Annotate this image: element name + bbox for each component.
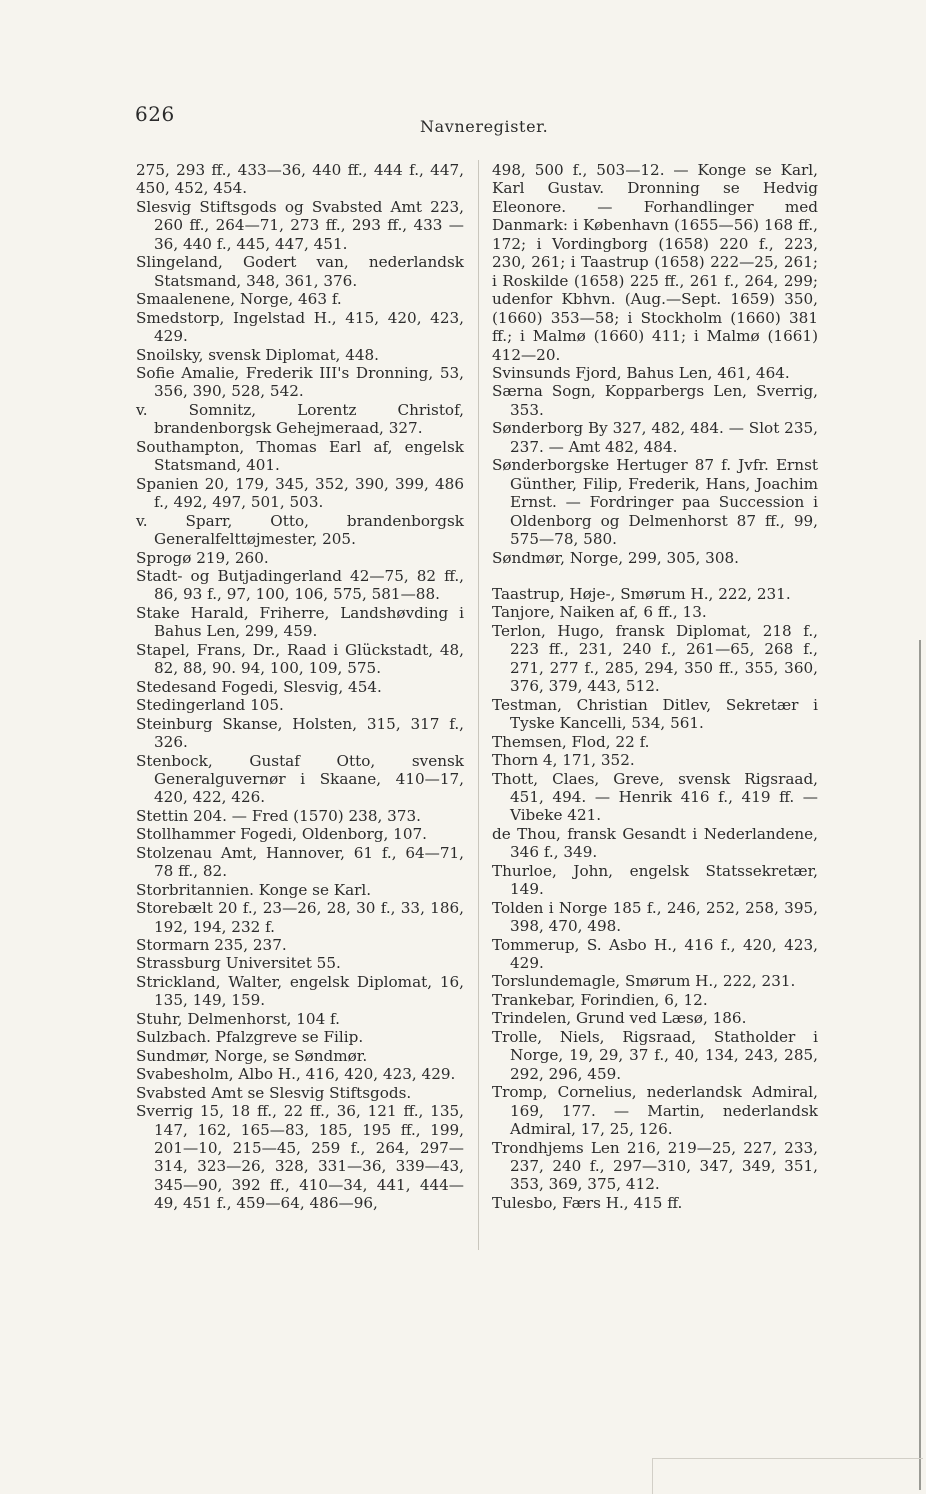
index-entry: 498, 500 f., 503—12. — Konge se Karl, Karl Gustav. Dronning se Hedvig Eleonore. — Forhandlinger med Danmark: i København (1655—56) 168 ff., 172; i Vordingborg (1658) 220 f., 223, 230, 261; i Taastrup (1658) 222—25, 261; i Roskilde (1658) 225 ff., 261 f., 264, 299; udenfor Kbhvn. (Aug.—Sept. 1659) 350, (1660) 353—58; i Stockholm (1660) 381 ff.; i Malmø (1660) 411; i Malmø (1661) 412—20. [492,161,818,364]
index-entry: Strassburg Universitet 55. [136,954,341,973]
index-entry: Stollhammer Fogedi, Oldenborg, 107. [136,825,427,844]
index-entry: Søndmør, Norge, 299, 305, 308. [492,548,740,567]
index-entry: Stormarn 235, 237. [136,936,287,955]
index-entry: Stedingerland 105. [136,696,284,715]
index-entry: Tanjore, Naiken af, 6 ff., 13. [492,603,707,622]
index-entry: Stolzenau Amt, Hannover, 61 f., 64—71, 78 ff., 82. [136,843,464,881]
index-entry: Tulesbo, Færs H., 415 ff. [492,1193,683,1212]
index-entry: Smaalenene, Norge, 463 f. [136,290,342,309]
index-entry: v. Somnitz, Lorentz Christof, brandenborgsk Gehejmeraad, 327. [136,400,464,438]
index-entry: Stettin 204. — Fred (1570) 238, 373. [136,806,421,825]
index-entry: Trindelen, Grund ved Læsø, 186. [492,1009,747,1028]
index-entry: Themsen, Flod, 22 f. [492,732,650,751]
index-entry: Svabesholm, Albo H., 416, 420, 423, 429. [136,1065,456,1084]
index-entry: Slingeland, Godert van, nederlandsk Statsmand, 348, 361, 376. [136,253,464,290]
index-entry: Tolden i Norge 185 f., 246, 252, 258, 395, 398, 470, 498. [492,898,818,936]
column-divider [478,160,479,1250]
scan-edge-line [919,640,921,1490]
index-entry: 275, 293 ff., 433—36, 440 ff., 444 f., 447, 450, 452, 454. [136,161,464,198]
scan-corner-mark [652,1458,923,1494]
page-number: 626 [135,102,175,126]
index-entry: Snoilsky, svensk Diplomat, 448. [136,345,380,364]
index-entry: Terlon, Hugo, fransk Diplomat, 218 f., 223 ff., 231, 240 f., 261—65, 268 f., 271, 277 f., 285, 294, 350 ff., 355, 360, 376, 379, 443, 512. [492,621,818,696]
index-entry: Sønderborgske Hertuger 87 f. Jvfr. Ernst Günther, Filip, Frederik, Hans, Joachim Ernst. — Fordringer paa Succession i Oldenborg og Delmenhorst 87 ff., 99, 575—78, 580. [492,456,818,549]
index-entry: Stenbock, Gustaf Otto, svensk Generalguvernør i Skaane, 410—17, 420, 422, 426. [136,751,464,807]
index-entry: Thurloe, John, engelsk Statssekretær, 149. [492,861,818,899]
index-entry: Stadt- og Butjadingerland 42—75, 82 ff., 86, 93 f., 97, 100, 106, 575, 581—88. [136,566,464,604]
index-entry: Testman, Christian Ditlev, Sekretær i Tyske Kancelli, 534, 561. [492,695,818,733]
index-entry: Tromp, Cornelius, nederlandsk Admiral, 169, 177. — Martin, nederlandsk Admiral, 17, 25, 126. [492,1083,818,1139]
index-entry: Spanien 20, 179, 345, 352, 390, 399, 486 f., 492, 497, 501, 503. [136,474,464,512]
index-entry: Sulzbach. Pfalzgreve se Filip. [136,1028,364,1047]
index-column-left [136,161,464,1213]
index-entry: Southampton, Thomas Earl af, engelsk Statsmand, 401. [136,437,464,475]
index-column-right [492,161,818,1212]
index-entry: Smedstorp, Ingelstad H., 415, 420, 423, 429. [136,308,464,346]
index-entry: Sofie Amalie, Frederik III's Dronning, 53, 356, 390, 528, 542. [136,363,464,401]
index-entry: Storebælt 20 f., 23—26, 28, 30 f., 33, 186, 192, 194, 232 f. [136,899,464,936]
index-entry: Sprogø 219, 260. [136,548,269,567]
index-entry: Stedesand Fogedi, Slesvig, 454. [136,677,382,696]
index-entry: Tommerup, S. Asbo H., 416 f., 420, 423, 429. [492,935,818,973]
index-entry: Storbritannien. Konge se Karl. [136,880,372,899]
index-entry: Steinburg Skanse, Holsten, 315, 317 f., 326. [136,714,464,752]
index-entry: v. Sparr, Otto, brandenborgsk Generalfelttøjmester, 205. [136,511,464,549]
index-entry: Sønderborg By 327, 482, 484. — Slot 235, 237. — Amt 482, 484. [492,419,818,456]
index-entry: Stake Harald, Friherre, Landshøvding i Bahus Len, 299, 459. [136,603,464,641]
index-entry: Taastrup, Høje-, Smørum H., 222, 231. [492,584,791,603]
index-entry: Svabsted Amt se Slesvig Stiftsgods. [136,1083,412,1102]
index-entry: Strickland, Walter, engelsk Diplomat, 16, 135, 149, 159. [136,972,464,1010]
index-entry: Svinsunds Fjord, Bahus Len, 461, 464. [492,363,790,382]
index-entry: Thott, Claes, Greve, svensk Rigsraad, 451, 494. — Henrik 416 f., 419 ff. — Vibeke 421. [492,769,818,825]
index-entry: Torslundemagle, Smørum H., 222, 231. [492,972,796,991]
index-entry: Sverrig 15, 18 ff., 22 ff., 36, 121 ff., 135, 147, 162, 165—83, 185, 195 ff., 199, 201—10, 215—45, 259 f., 264, 297—314, 323—26, 328, 331—36, 339—43, 345—90, 392 ff., 410—34, 441, 444—49, 451 f., 459—64, 486—96, [136,1102,464,1213]
index-entry: Slesvig Stiftsgods og Svabsted Amt 223, 260 ff., 264—71, 273 ff., 293 ff., 433 —36, 440 f., 445, 447, 451. [136,197,464,253]
index-entry: Stapel, Frans, Dr., Raad i Glückstadt, 48, 82, 88, 90. 94, 100, 109, 575. [136,640,464,678]
index-entry: Trolle, Niels, Rigsraad, Statholder i Norge, 19, 29, 37 f., 40, 134, 243, 285, 292, 296, 459. [492,1027,818,1083]
index-entry: Thorn 4, 171, 352. [492,751,635,770]
index-entry: Trondhjems Len 216, 219—25, 227, 233, 237, 240 f., 297—310, 347, 349, 351, 353, 369, 375, 412. [492,1138,818,1194]
index-entry: de Thou, fransk Gesandt i Nederlandene, 346 f., 349. [492,824,818,862]
index-entry: Stuhr, Delmenhorst, 104 f. [136,1009,340,1028]
index-entry: Trankebar, Forindien, 6, 12. [492,990,708,1009]
index-entry: Sundmør, Norge, se Søndmør. [136,1046,368,1065]
index-entry: Særna Sogn, Kopparbergs Len, Sverrig, 353. [492,382,818,419]
running-title: Navneregister. [420,117,549,136]
